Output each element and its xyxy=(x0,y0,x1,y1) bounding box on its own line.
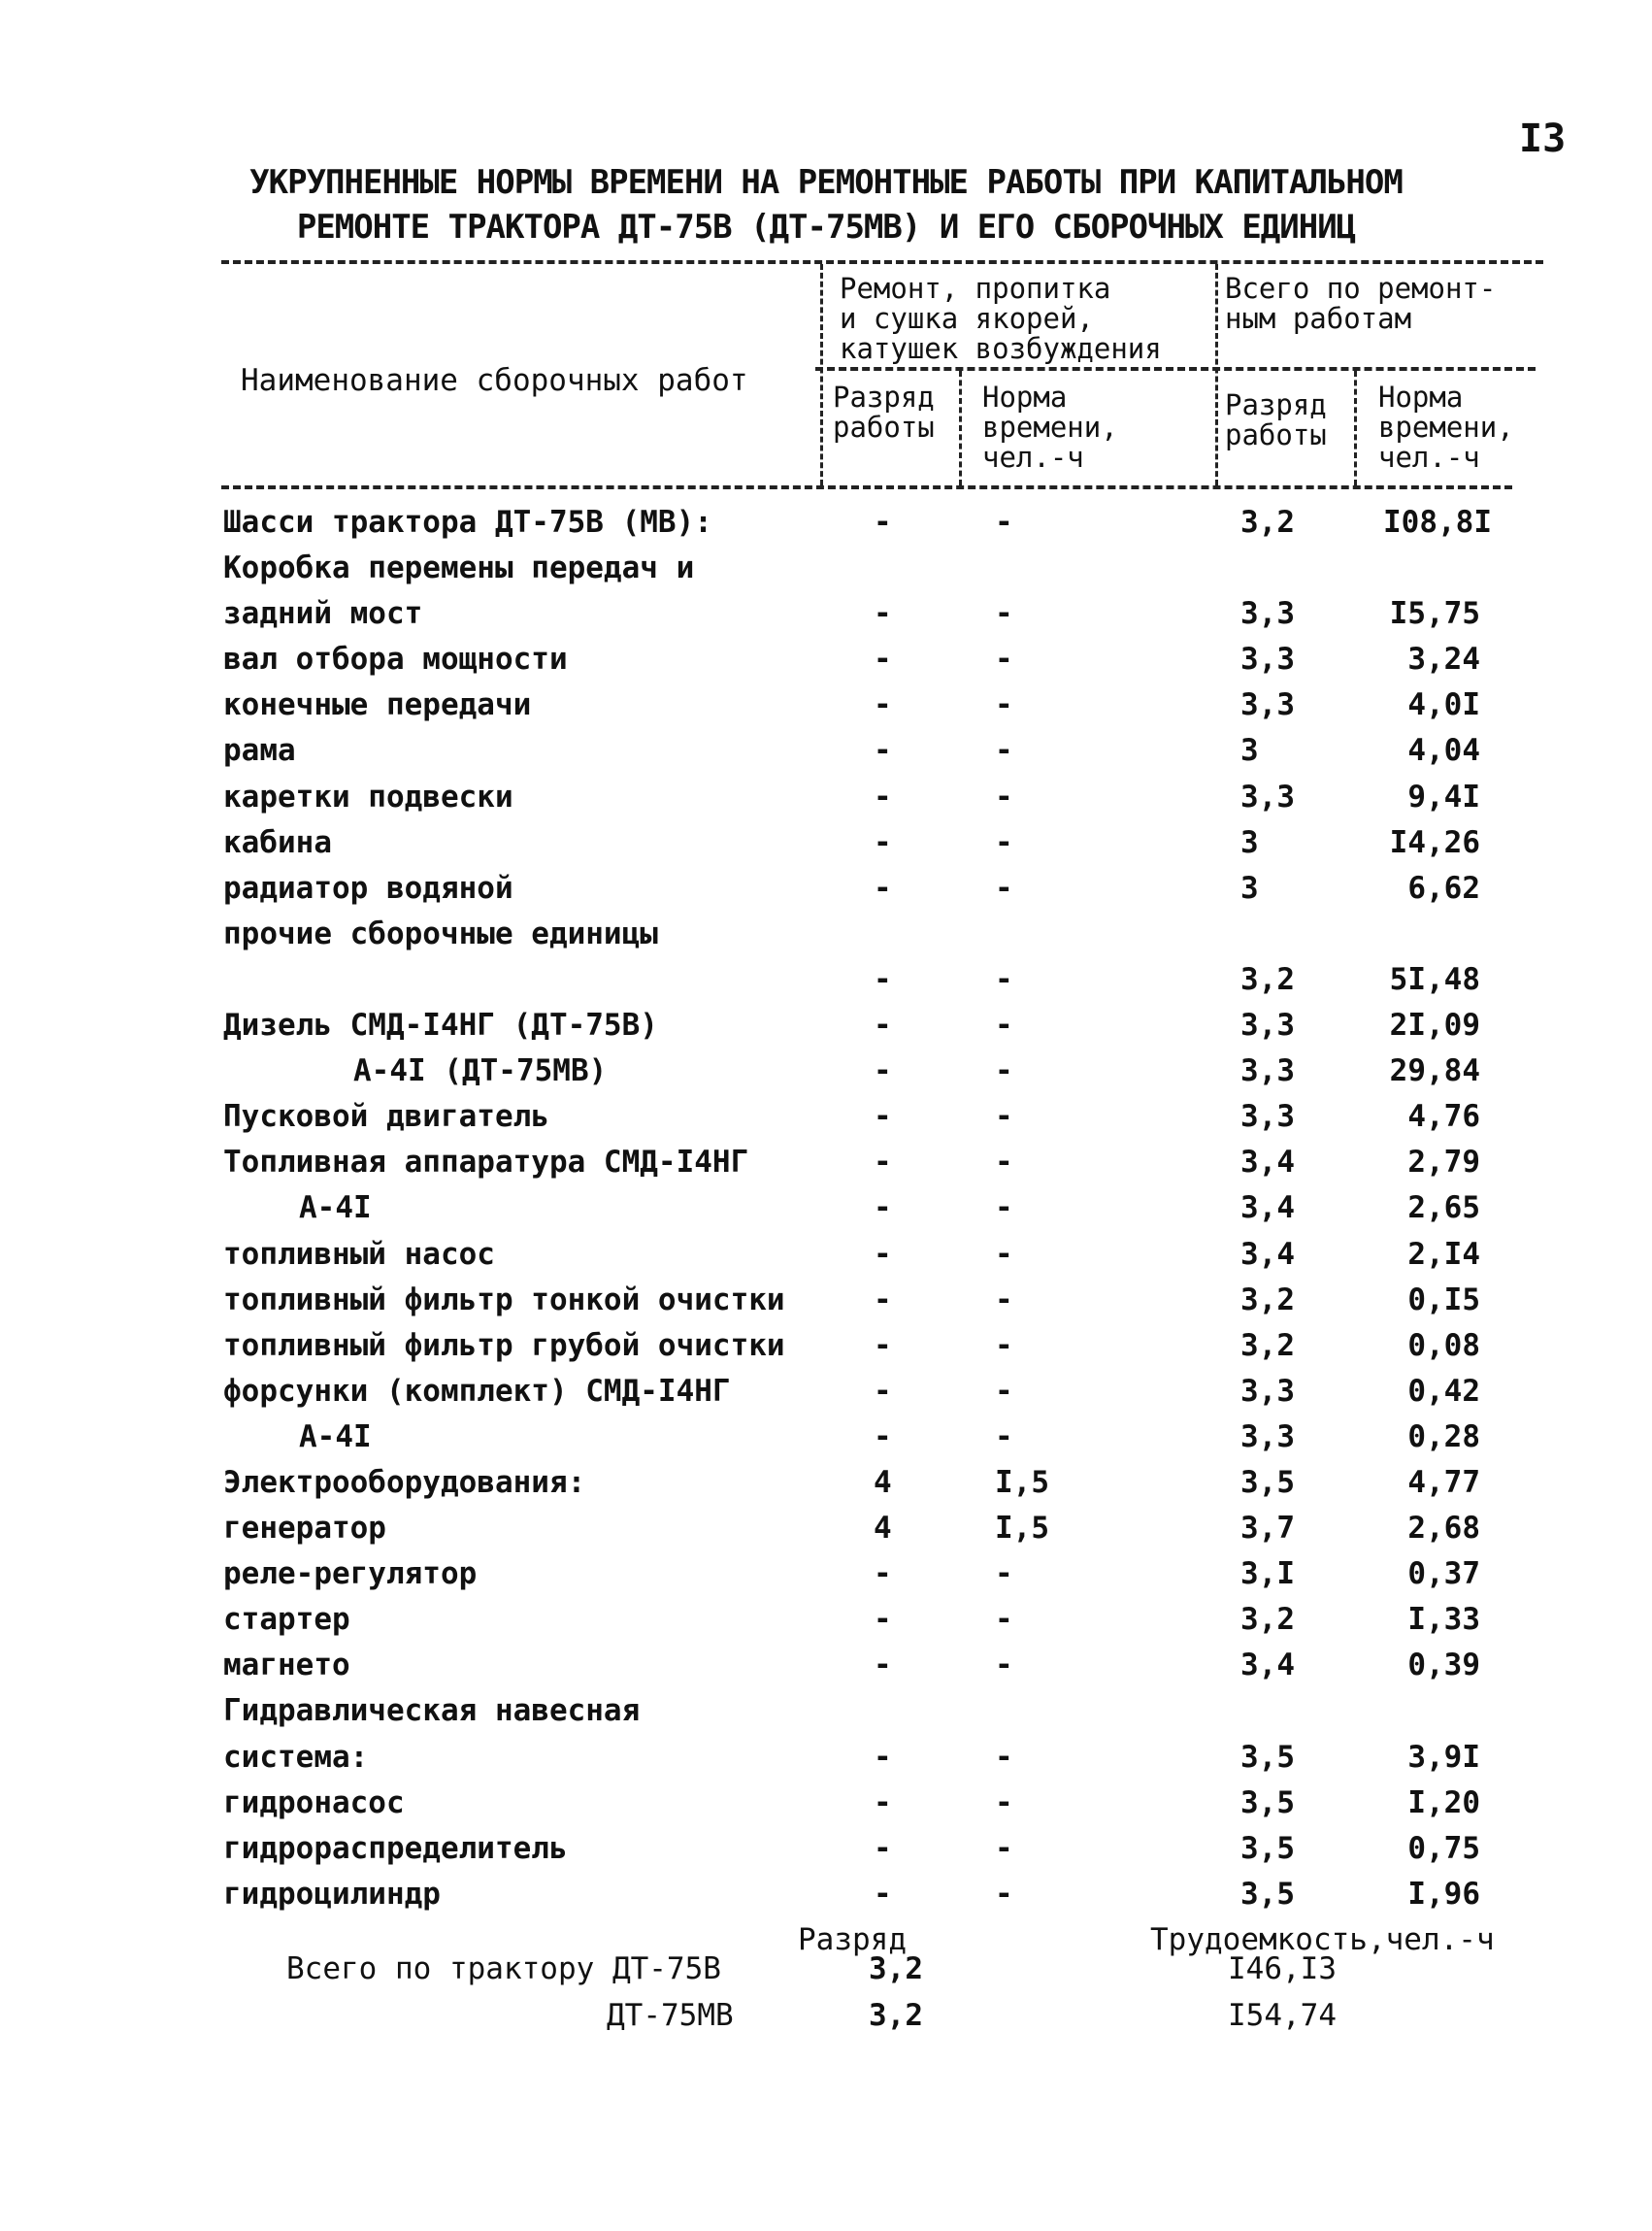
repair-norm: - xyxy=(995,1739,1013,1775)
repair-norm: - xyxy=(995,1373,1013,1409)
repair-norm: - xyxy=(995,642,1013,678)
table-row xyxy=(0,1004,1652,1049)
row-name: каретки подвески xyxy=(223,779,513,815)
totals-grade-heading: Разряд xyxy=(798,1922,907,1957)
row-name: топливный насос xyxy=(223,1236,495,1272)
repair-grade: - xyxy=(874,1876,892,1912)
repair-norm: - xyxy=(995,687,1013,723)
repair-grade: - xyxy=(874,779,892,815)
repair-norm: - xyxy=(995,779,1013,815)
total-grade: 3,2 xyxy=(1240,505,1295,540)
row-name: кабина xyxy=(223,824,332,860)
header-norm-1: Норма времени, чел.-ч xyxy=(982,381,1118,474)
total-norm: 9,4I xyxy=(1407,779,1480,815)
row-name: А-4I xyxy=(299,1418,372,1454)
row-name: Топливная аппаратура СМД-I4НГ xyxy=(223,1145,749,1181)
row-name: генератор xyxy=(223,1511,386,1547)
repair-norm: - xyxy=(995,1008,1013,1044)
header-group-total: Всего по ремонт- ным работам xyxy=(1225,272,1497,335)
repair-norm: - xyxy=(995,1876,1013,1912)
total-grade: 3,5 xyxy=(1240,1876,1295,1912)
row-name: А-4I (ДТ-75МВ) xyxy=(353,1053,608,1089)
table-row xyxy=(0,1141,1652,1186)
table-row xyxy=(0,1095,1652,1141)
table-row xyxy=(0,1461,1652,1507)
row-name: стартер xyxy=(223,1602,350,1638)
total-grade: 3,3 xyxy=(1240,1373,1295,1409)
total-grade: 3,3 xyxy=(1240,1008,1295,1044)
table-row xyxy=(0,1049,1652,1095)
total-grade: 3,3 xyxy=(1240,642,1295,678)
total-grade: 3,7 xyxy=(1240,1511,1295,1547)
total-norm: 0,08 xyxy=(1407,1327,1480,1363)
table-row xyxy=(0,1689,1652,1735)
totals-label-2: ДТ-75МВ xyxy=(607,1998,734,2033)
row-name: прочие сборочные единицы xyxy=(223,916,658,951)
table-row xyxy=(0,1827,1652,1873)
table-row xyxy=(0,1370,1652,1415)
table-row xyxy=(0,547,1652,592)
repair-grade: - xyxy=(874,1053,892,1089)
row-name: задний мост xyxy=(223,596,423,632)
table-row xyxy=(0,638,1652,683)
total-norm: 4,0I xyxy=(1407,687,1480,723)
total-norm: I08,8I xyxy=(1383,505,1492,540)
header-grade-1: Разряд работы xyxy=(833,381,935,444)
total-norm: 4,76 xyxy=(1407,1099,1480,1135)
repair-grade: - xyxy=(874,1008,892,1044)
repair-grade: - xyxy=(874,642,892,678)
repair-norm: - xyxy=(995,596,1013,632)
document-title-line-2: РЕМОНТЕ ТРАКТОРА ДТ-75В (ДТ-75МВ) И ЕГО СБОРОЧНЫХ ЕДИНИЦ xyxy=(296,208,1356,247)
row-name: Коробка перемены передач и xyxy=(223,550,695,586)
table-row xyxy=(0,1644,1652,1689)
total-norm: I4,26 xyxy=(1389,824,1480,860)
total-grade: 3,2 xyxy=(1240,1282,1295,1317)
total-grade: 3 xyxy=(1240,733,1259,769)
repair-grade: - xyxy=(874,1282,892,1317)
total-norm: I5,75 xyxy=(1389,596,1480,632)
total-grade: 3,5 xyxy=(1240,1739,1295,1775)
repair-norm: - xyxy=(995,733,1013,769)
repair-norm: - xyxy=(995,1556,1013,1592)
column-divider xyxy=(820,264,823,485)
table-row xyxy=(0,1507,1652,1552)
total-grade: 3,4 xyxy=(1240,1145,1295,1181)
repair-norm: - xyxy=(995,1145,1013,1181)
repair-grade: 4 xyxy=(874,1464,892,1500)
total-grade: 3,3 xyxy=(1240,687,1295,723)
repair-grade: - xyxy=(874,1190,892,1226)
table-row xyxy=(0,501,1652,547)
total-grade: 3,5 xyxy=(1240,1464,1295,1500)
repair-grade: - xyxy=(874,505,892,540)
repair-norm: - xyxy=(995,824,1013,860)
row-name: конечные передачи xyxy=(223,687,532,723)
total-norm: 3,24 xyxy=(1407,642,1480,678)
repair-norm: - xyxy=(995,1327,1013,1363)
repair-norm: - xyxy=(995,1053,1013,1089)
table-row xyxy=(0,592,1652,638)
table-top-rule xyxy=(221,260,1543,264)
header-group-repair: Ремонт, пропитка и сушка якорей, катушек возбуждения xyxy=(840,272,1162,365)
table-row xyxy=(0,1552,1652,1598)
totals-labor-1: I46,I3 xyxy=(1228,1951,1337,1986)
total-norm: I,33 xyxy=(1407,1602,1480,1638)
total-grade: 3,2 xyxy=(1240,1602,1295,1638)
repair-norm: - xyxy=(995,1099,1013,1135)
repair-grade: - xyxy=(874,824,892,860)
repair-grade: - xyxy=(874,1648,892,1683)
repair-grade: - xyxy=(874,1418,892,1454)
row-name: Гидравлическая навесная xyxy=(223,1693,641,1729)
totals-labor-2: I54,74 xyxy=(1228,1998,1337,2033)
total-norm: 0,42 xyxy=(1407,1373,1480,1409)
table-row xyxy=(0,1186,1652,1232)
total-grade: 3,4 xyxy=(1240,1190,1295,1226)
total-grade: 3,3 xyxy=(1240,1053,1295,1089)
total-grade: 3,2 xyxy=(1240,1327,1295,1363)
table-row xyxy=(0,1279,1652,1324)
header-norm-2: Норма времени, чел.-ч xyxy=(1378,381,1514,474)
repair-norm: - xyxy=(995,1418,1013,1454)
total-norm: I,96 xyxy=(1407,1876,1480,1912)
repair-norm: I,5 xyxy=(995,1464,1049,1500)
total-norm: 29,84 xyxy=(1389,1053,1480,1089)
row-name: Электрооборудования: xyxy=(223,1464,586,1500)
repair-norm: - xyxy=(995,1282,1013,1317)
total-grade: 3 xyxy=(1240,870,1259,906)
repair-norm: - xyxy=(995,870,1013,906)
repair-norm: - xyxy=(995,505,1013,540)
row-name: гидронасос xyxy=(223,1784,405,1820)
table-row xyxy=(0,913,1652,958)
total-norm: 0,I5 xyxy=(1407,1282,1480,1317)
total-grade: 3,3 xyxy=(1240,1099,1295,1135)
row-name: форсунки (комплект) СМД-I4НГ xyxy=(223,1373,731,1409)
column-divider xyxy=(1354,371,1357,485)
total-grade: 3,4 xyxy=(1240,1648,1295,1683)
row-name: радиатор водяной xyxy=(223,870,513,906)
row-name: А-4I xyxy=(299,1190,372,1226)
repair-norm: I,5 xyxy=(995,1511,1049,1547)
table-row xyxy=(0,867,1652,913)
table-row xyxy=(0,1873,1652,1918)
row-name: топливный фильтр тонкой очистки xyxy=(223,1282,785,1317)
total-norm: 3,9I xyxy=(1407,1739,1480,1775)
header-bottom-rule xyxy=(221,485,1512,489)
repair-norm: - xyxy=(995,1190,1013,1226)
repair-grade: - xyxy=(874,1784,892,1820)
repair-grade: - xyxy=(874,1556,892,1592)
total-norm: 0,28 xyxy=(1407,1418,1480,1454)
column-divider xyxy=(1215,264,1218,485)
row-name: рама xyxy=(223,733,296,769)
repair-grade: 4 xyxy=(874,1511,892,1547)
repair-grade: - xyxy=(874,596,892,632)
repair-grade: - xyxy=(874,1236,892,1272)
total-norm: 0,39 xyxy=(1407,1648,1480,1683)
totals-labor-heading: Трудоемкость,чел.-ч xyxy=(1150,1922,1495,1957)
repair-norm: - xyxy=(995,1830,1013,1866)
repair-norm: - xyxy=(995,1602,1013,1638)
totals-grade-1: 3,2 xyxy=(869,1951,923,1986)
repair-grade: - xyxy=(874,1327,892,1363)
total-norm: 2,79 xyxy=(1407,1145,1480,1181)
total-norm: 2,68 xyxy=(1407,1511,1480,1547)
table-row xyxy=(0,1324,1652,1370)
total-grade: 3,3 xyxy=(1240,596,1295,632)
total-norm: 0,75 xyxy=(1407,1830,1480,1866)
repair-grade: - xyxy=(874,1739,892,1775)
repair-grade: - xyxy=(874,1830,892,1866)
table-row xyxy=(0,1736,1652,1781)
header-name-column: Наименование сборочных работ xyxy=(241,363,748,398)
repair-norm: - xyxy=(995,1236,1013,1272)
total-grade: 3,2 xyxy=(1240,961,1295,997)
row-name: топливный фильтр грубой очистки xyxy=(223,1327,785,1363)
total-norm: 4,77 xyxy=(1407,1464,1480,1500)
total-grade: 3,5 xyxy=(1240,1830,1295,1866)
total-norm: 2,I4 xyxy=(1407,1236,1480,1272)
table-row xyxy=(0,729,1652,775)
repair-grade: - xyxy=(874,1373,892,1409)
row-name: реле-регулятор xyxy=(223,1556,478,1592)
repair-grade: - xyxy=(874,687,892,723)
total-grade: 3 xyxy=(1240,824,1259,860)
total-grade: 3,3 xyxy=(1240,779,1295,815)
subheader-rule xyxy=(815,367,1536,371)
table-body xyxy=(0,501,1652,1918)
total-norm: 0,37 xyxy=(1407,1556,1480,1592)
totals-label: Всего по трактору ДТ-75В xyxy=(286,1951,721,1986)
header-grade-2: Разряд работы xyxy=(1225,388,1327,451)
row-name: магнето xyxy=(223,1648,350,1683)
document-title-line-1: УКРУПНЕННЫЕ НОРМЫ ВРЕМЕНИ НА РЕМОНТНЫЕ РАБОТЫ ПРИ КАПИТАЛЬНОМ xyxy=(249,163,1403,202)
repair-grade: - xyxy=(874,1602,892,1638)
row-name: гидроцилиндр xyxy=(223,1876,441,1912)
row-name: система: xyxy=(223,1739,369,1775)
repair-grade: - xyxy=(874,870,892,906)
total-grade: 3,5 xyxy=(1240,1784,1295,1820)
total-grade: 3,I xyxy=(1240,1556,1295,1592)
row-name: Дизель СМД-I4НГ (ДТ-75В) xyxy=(223,1008,658,1044)
column-divider xyxy=(959,371,962,485)
page-number: I3 xyxy=(1519,117,1567,161)
repair-grade: - xyxy=(874,733,892,769)
table-row xyxy=(0,1781,1652,1827)
total-norm: 2I,09 xyxy=(1389,1008,1480,1044)
row-name: Пусковой двигатель xyxy=(223,1099,549,1135)
total-grade: 3,3 xyxy=(1240,1418,1295,1454)
repair-norm: - xyxy=(995,1784,1013,1820)
row-name: вал отбора мощности xyxy=(223,642,568,678)
total-norm: 2,65 xyxy=(1407,1190,1480,1226)
total-grade: 3,4 xyxy=(1240,1236,1295,1272)
table-row xyxy=(0,1415,1652,1461)
row-name: Шасси трактора ДТ-75В (МВ): xyxy=(223,505,712,540)
table-row xyxy=(0,776,1652,821)
repair-norm: - xyxy=(995,1648,1013,1683)
table-row xyxy=(0,1598,1652,1644)
table-row xyxy=(0,1233,1652,1279)
table-row xyxy=(0,958,1652,1004)
total-norm: 4,04 xyxy=(1407,733,1480,769)
total-norm: 5I,48 xyxy=(1389,961,1480,997)
row-name: гидрораспределитель xyxy=(223,1830,568,1866)
table-row xyxy=(0,683,1652,729)
repair-grade: - xyxy=(874,1145,892,1181)
repair-norm: - xyxy=(995,961,1013,997)
repair-grade: - xyxy=(874,961,892,997)
totals-grade-2: 3,2 xyxy=(869,1998,923,2033)
table-row xyxy=(0,821,1652,867)
total-norm: 6,62 xyxy=(1407,870,1480,906)
total-norm: I,20 xyxy=(1407,1784,1480,1820)
repair-grade: - xyxy=(874,1099,892,1135)
